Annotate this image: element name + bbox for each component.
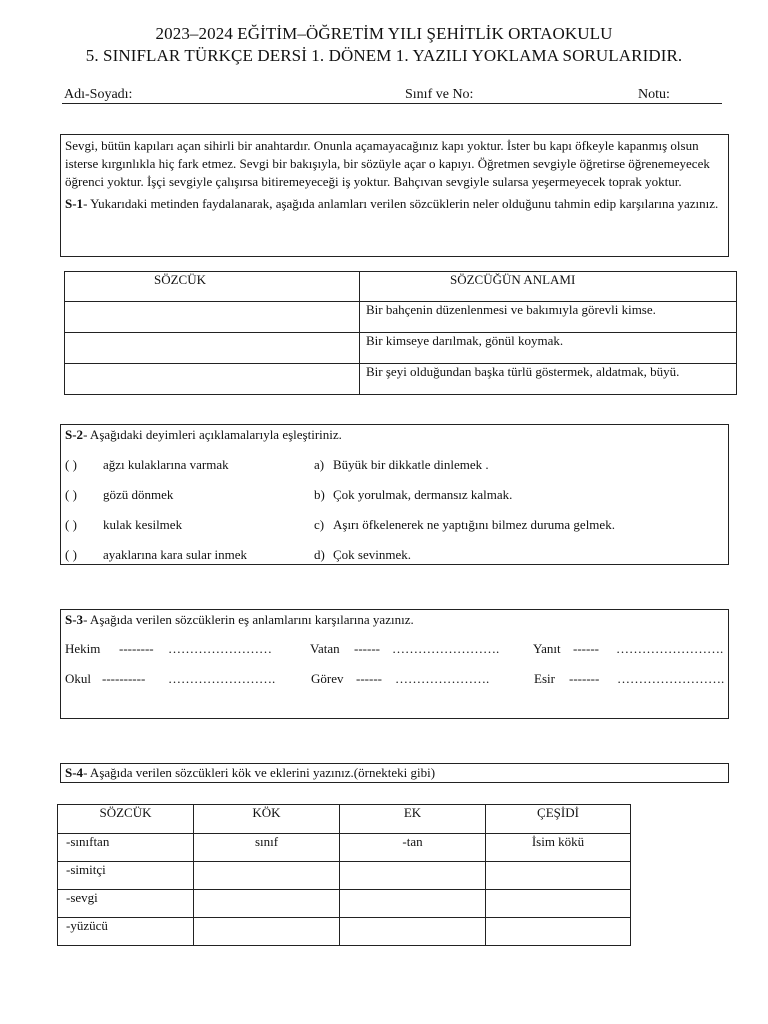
question-3-box [60, 609, 729, 719]
q3-dash: ------ [354, 641, 380, 656]
question-3 [65, 612, 414, 628]
q3-word: Yanıt [533, 641, 561, 656]
q2-item-letter: a) [314, 457, 325, 472]
q4-root-cell[interactable] [194, 862, 340, 890]
q4-type-cell: İsim kökü [486, 834, 631, 862]
q4-root-cell[interactable] [194, 918, 340, 946]
question-2-label: S-2 [65, 427, 84, 442]
q1-answer-cell[interactable] [65, 364, 360, 395]
q3-dash: ------- [569, 671, 600, 686]
q1-meaning-cell: Bir kimseye darılmak, gönül koymak. [360, 333, 737, 364]
q2-item-meaning: Büyük bir dikkatle dinlemek . [333, 457, 489, 472]
q3-dash: ------ [356, 671, 382, 686]
q2-item-blank[interactable]: ( ) [65, 547, 77, 562]
q4-word-cell: -simitçi [58, 862, 194, 890]
q1-header-meaning: SÖZCÜĞÜN ANLAMI [360, 272, 737, 302]
q4-type-cell[interactable] [486, 918, 631, 946]
q1-table [64, 271, 737, 395]
name-label: Adı-Soyadı: [64, 87, 133, 102]
q2-item-blank[interactable]: ( ) [65, 517, 77, 532]
q3-word: Okul [65, 671, 91, 686]
title-line-1: 2023–2024 EĞİTİM–ÖĞRETİM YILI ŞEHİTLİK ORTAOKULU [155, 24, 613, 43]
q4-type-cell[interactable] [486, 890, 631, 918]
q2-item-blank[interactable]: ( ) [65, 487, 77, 502]
q3-word: Hekim [65, 641, 101, 656]
q4-word-cell: -sevgi [58, 890, 194, 918]
q4-header-type: ÇEŞİDİ [486, 805, 631, 834]
question-4-label: S-4 [65, 765, 84, 780]
passage-box [60, 134, 729, 257]
question-2 [65, 427, 342, 443]
q3-dash: ------ [573, 641, 599, 656]
q3-answer-blank[interactable]: ……………………. [168, 671, 276, 686]
passage-text: Sevgi, bütün kapıları açan sihirli bir anahtardır. Onunla açamayacağınız kapı yoktur. İster bu kapı öfkeyle kapanmış olsun isterse kırgınlıkla hiç fark etmez. Sevgi bir bakışıyla, bir sözüyle açar o kapıyı. Öğretmen sevgiyle öğretirse öğrenemeyecek öğrenci yoktur. İşçi sevgiyle çalışırsa bitiremeyeceği iş yoktur. Bahçıvan sevgiyle sularsa yeşermeyecek toprak yoktur. [65, 138, 710, 189]
q3-answer-blank[interactable]: ……………………. [617, 671, 725, 686]
q3-answer-blank[interactable]: …………………. [395, 671, 490, 686]
q3-word: Esir [534, 671, 555, 686]
q2-item-meaning: Çok yorulmak, dermansız kalmak. [333, 487, 513, 502]
title-line-2: 5. SINIFLAR TÜRKÇE DERSİ 1. DÖNEM 1. YAZILI YOKLAMA SORULARIDIR. [85, 46, 683, 65]
question-4-text: - Aşağıda verilen sözcükleri kök ve eklerini yazınız.(örnekteki gibi) [83, 765, 436, 780]
q1-answer-cell[interactable] [65, 302, 360, 333]
grade-label: Notu: [638, 87, 670, 102]
question-2-text: - Aşağıdaki deyimleri açıklamalarıyla eşleştiriniz. [83, 427, 342, 442]
q2-item-meaning: Aşırı öfkelenerek ne yaptığını bilmez duruma gelmek. [333, 517, 615, 532]
q2-item-blank[interactable]: ( ) [65, 457, 77, 472]
header-underline [62, 103, 722, 104]
q4-header-word: SÖZCÜK [58, 805, 194, 834]
q4-root-cell[interactable] [194, 890, 340, 918]
q4-root-cell: sınıf [194, 834, 340, 862]
q3-word: Görev [311, 671, 344, 686]
q3-answer-blank[interactable]: ……………………. [392, 641, 500, 656]
q2-item-idiom: gözü dönmek [103, 487, 174, 502]
q4-suffix-cell[interactable] [340, 918, 486, 946]
question-3-label: S-3 [65, 612, 84, 627]
question-4-box [60, 763, 729, 783]
q4-suffix-cell[interactable] [340, 862, 486, 890]
q1-answer-cell[interactable] [65, 333, 360, 364]
question-2-box [60, 424, 729, 565]
q2-item-letter: b) [314, 487, 325, 502]
q1-meaning-cell: Bir şeyi olduğundan başka türlü göstermek, aldatmak, büyü. [360, 364, 737, 395]
q2-item-idiom: ağzı kulaklarına varmak [103, 457, 229, 472]
q4-header-root: KÖK [194, 805, 340, 834]
q2-item-idiom: ayaklarına kara sular inmek [103, 547, 248, 562]
q2-item-idiom: kulak kesilmek [103, 517, 183, 532]
question-1-label: S-1 [65, 196, 84, 211]
q3-dash: ---------- [102, 671, 146, 686]
question-1 [65, 195, 724, 213]
q4-type-cell[interactable] [486, 862, 631, 890]
q1-header-word: SÖZCÜK [65, 272, 360, 302]
q4-suffix-cell: -tan [340, 834, 486, 862]
q3-word: Vatan [310, 641, 340, 656]
q3-answer-blank[interactable]: …………………… [168, 641, 272, 656]
q4-suffix-cell[interactable] [340, 890, 486, 918]
question-4 [65, 765, 435, 781]
q4-table [57, 804, 631, 946]
q2-item-letter: d) [314, 547, 325, 562]
question-3-text: - Aşağıda verilen sözcüklerin eş anlamlarını karşılarına yazınız. [83, 612, 414, 627]
question-1-text: - Yukarıdaki metinden faydalanarak, aşağıda anlamları verilen sözcüklerin neler olduğunu tahmin edip karşılarına yazınız. [83, 196, 719, 211]
q4-word-cell: -sınıftan [58, 834, 194, 862]
q2-item-meaning: Çok sevinmek. [333, 547, 411, 562]
q3-dash: -------- [119, 641, 154, 656]
q4-word-cell: -yüzücü [58, 918, 194, 946]
class-label: Sınıf ve No: [405, 87, 474, 102]
q1-meaning-cell: Bir bahçenin düzenlenmesi ve bakımıyla görevli kimse. [360, 302, 737, 333]
q2-item-letter: c) [314, 517, 325, 532]
q3-answer-blank[interactable]: ……………………. [616, 641, 724, 656]
q4-header-suffix: EK [340, 805, 486, 834]
